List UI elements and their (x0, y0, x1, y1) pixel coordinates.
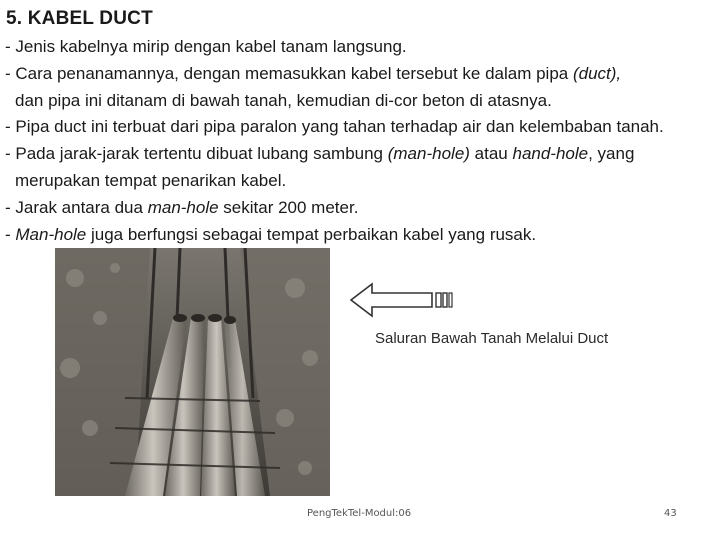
bullet-line: - Pipa duct ini terbuat dari pipa paralon yang tahan terhadap air dan kelembaban tanah. (5, 117, 664, 137)
left-arrow-icon (350, 282, 455, 323)
bullet-line: - Jarak antara dua man-hole sekitar 200 meter. (5, 197, 359, 217)
bullet-line: - Jenis kabelnya mirip dengan kabel tanam langsung. (5, 37, 407, 56)
page-number: 43 (664, 508, 677, 519)
slide-title: 5. KABEL DUCT (6, 8, 153, 29)
footer-module-label: PengTekTel-Modul:06 (307, 508, 412, 519)
bullet-line: - Pada jarak-jarak tertentu dibuat lubang sambung (man-hole) atau hand-hole, yang (5, 144, 635, 164)
bullet-line: - Man-hole juga berfungsi sebagai tempat perbaikan kabel yang rusak. (5, 224, 537, 244)
figure-caption: Saluran Bawah Tanah Melalui Duct (375, 330, 609, 347)
bullet-line-continued: merupakan tempat penarikan kabel. (15, 170, 287, 190)
bullet-line-continued: dan pipa ini ditanam di bawah tanah, kemudian di-cor beton di atasnya. (15, 90, 552, 110)
duct-photo (55, 248, 330, 496)
bullet-list (5, 34, 717, 248)
bullet-line: - Cara penanamannya, dengan memasukkan kabel tersebut ke dalam pipa (duct), (5, 63, 622, 83)
